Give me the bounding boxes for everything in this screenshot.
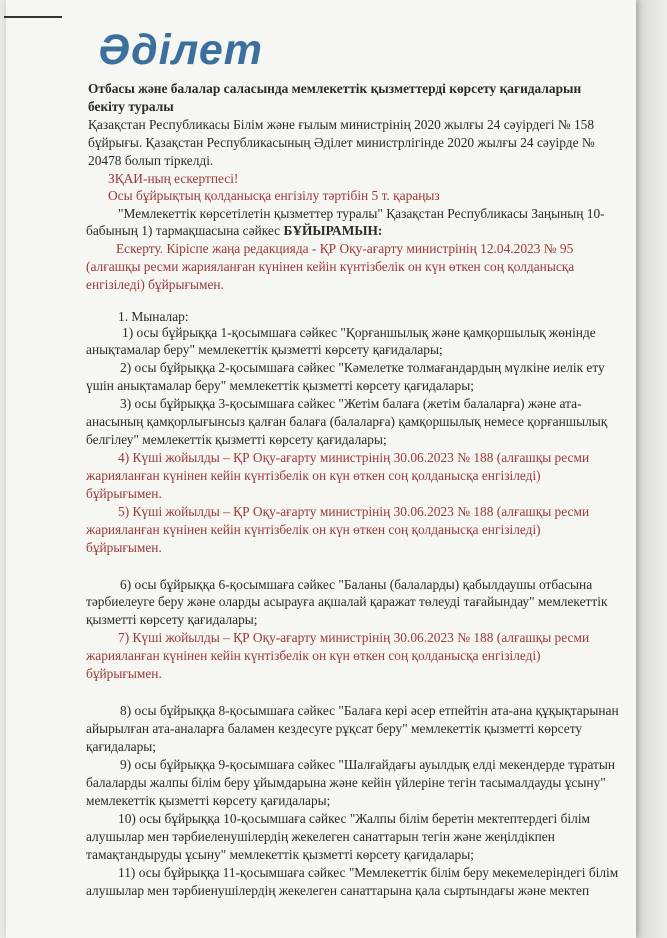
reg-line1: Қазақстан Республикасы Білім және ғылым министрінің 2020 жылғы 24 сәуірдегі № 158	[88, 117, 595, 132]
doc-title-line2: бекіту туралы	[88, 99, 174, 114]
item-3-line1: 3) осы бұйрыққа 3-қосымшаға сәйкес "Жетім балаға (жетім балаларға) және ата-	[120, 396, 582, 411]
item-5-line3: бұйрығымен.	[86, 540, 162, 555]
item-4-line1: 4) Күші жойылды – ҚР Оқу-ағарту министрінің 30.06.2023 № 188 (алғашқы ресми	[118, 450, 590, 465]
remark-line2: (алғашқы ресми жарияланған күнінен кейін күнтізбелік он күн өткен соң қолданысқа	[86, 259, 575, 274]
item-9-line1: 9) осы бұйрыққа 9-қосымшаға сәйкес "Шалғайдағы ауылдық елді мекендерде тұратын	[120, 757, 616, 772]
item-8-line1: 8) осы бұйрыққа 8-қосымшаға сәйкес "Балаға кері әсер етпейтін ата-ана құқықтарынан	[120, 703, 619, 718]
remark-line1: Ескерту. Кіріспе жаңа редакцияда - ҚР Оқу-ағарту министрінің 12.04.2023 № 95	[116, 241, 574, 256]
adilet-logo: Әділет	[98, 26, 264, 74]
item-3-line3: белгілеу" мемлекеттік қызметті көрсету қағидалары;	[86, 432, 387, 447]
item-7-line2: жарияланған күнінен кейін күнтізбелік он күн өткен соң қолданысқа енгізіледі)	[86, 648, 541, 663]
item-10-line1: 10) осы бұйрыққа 10-қосымшаға сәйкес "Жалпы білім беретін мектептердегі білім	[118, 811, 591, 826]
item-6-line1: 6) осы бұйрыққа 6-қосымшаға сәйкес "Баланы (балаларды) қабылдаушы отбасына	[120, 577, 593, 592]
item-6-line2: тәрбиелеуге беру және оларды асырауға ақшалай қаражат төлеуді тағайындау" мемлекеттік	[86, 594, 608, 609]
item-4-line3: бұйрығымен.	[86, 486, 162, 501]
item-7-line3: бұйрығымен.	[86, 666, 162, 681]
item-10-line2: алушылар мен тәрбиеленушілердің жекелеген санаттарын тегін және жеңілдікпен	[86, 829, 555, 844]
item-1-line1: 1) осы бұйрыққа 1-қосымшаға сәйкес "Қорғаншылық және қамқоршылық жөнінде	[122, 325, 596, 340]
item-1-line2: анықтамалар беру" мемлекеттік қызметті көрсету қағидалары;	[86, 342, 443, 357]
item-10-line3: тамақтандыруды ұсыну" мемлекеттік қызметті көрсету қағидалары;	[86, 847, 474, 862]
item-9-line2: балаларды жалпы білім беру ұйымдарына және кейін үйлеріне тегін тасымалдауды ұсыну"	[86, 775, 606, 790]
reg-line2: бұйрығы. Қазақстан Республикасының Әділет министрлігінде 2020 жылғы 24 сәуірде №	[88, 135, 595, 150]
note-link[interactable]: Осы бұйрықтың қолданысқа енгізілу тәртібін 5 т. қараңыз	[108, 188, 440, 203]
item-5-line1: 5) Күші жойылды – ҚР Оқу-ағарту министрінің 30.06.2023 № 188 (алғашқы ресми	[118, 504, 590, 519]
page-edge	[636, 0, 667, 938]
reg-line3: 20478 болып тіркелді.	[88, 153, 214, 168]
item-2-line1: 2) осы бұйрыққа 2-қосымшаға сәйкес "Кәмелетке толмағандардың мүлкіне иелік ету	[120, 360, 605, 375]
preamble-line2: бабының 1) тармақшасына сәйкес БҰЙЫРАМЫН:	[86, 223, 383, 238]
note-heading: ЗҚАИ-ның ескертпесі!	[108, 171, 239, 186]
item-9-line3: мемлекеттік қызметті көрсету қағидалары;	[86, 793, 331, 808]
item-8-line3: қағидалары;	[86, 739, 157, 754]
item-4-line2: жарияланған күнінен кейін күнтізбелік он күн өткен соң қолданысқа енгізіледі)	[86, 468, 541, 483]
item-3-line2: анасының қамқорлығынсыз қалған балаға (балаларға) қамқоршылық немесе қорғаншылық	[86, 414, 608, 429]
separator-line	[4, 16, 62, 18]
item-7-line1: 7) Күші жойылды – ҚР Оқу-ағарту министрінің 30.06.2023 № 188 (алғашқы ресми	[118, 630, 590, 645]
order-word: БҰЙЫРАМЫН:	[283, 223, 383, 238]
item-5-line2: жарияланған күнінен кейін күнтізбелік он күн өткен соң қолданысқа енгізіледі)	[86, 522, 541, 537]
doc-title-line1: Отбасы және балалар саласында мемлекеттік қызметтерді көрсету қағидаларын	[88, 81, 582, 96]
item-8-line2: айырылған ата-аналарға баламен кездесуге рұқсат беру" мемлекеттік қызметті көрсету	[86, 721, 583, 736]
clause-1-heading: 1. Мыналар:	[118, 309, 189, 324]
item-11-line2: алушылар мен тәрбиенушілердің жекелеген санаттарына қала сыртындағы және мектеп	[86, 883, 590, 898]
item-6-line3: қызметті көрсету қағидалары;	[86, 612, 258, 627]
item-11-line1: 11) осы бұйрыққа 11-қосымшаға сәйкес "Мемлекеттік білім беру мекемелеріндегі білім	[118, 865, 619, 880]
preamble-line1: "Мемлекеттік көрсетілетін қызметтер туралы" Қазақстан Республикасы Заңының 10-	[118, 206, 605, 221]
item-2-line2: үшін анықтамалар беру" мемлекеттік қызметті көрсету қағидалары;	[86, 378, 474, 393]
remark-line3: енгізіледі) бұйрығымен.	[86, 277, 224, 292]
